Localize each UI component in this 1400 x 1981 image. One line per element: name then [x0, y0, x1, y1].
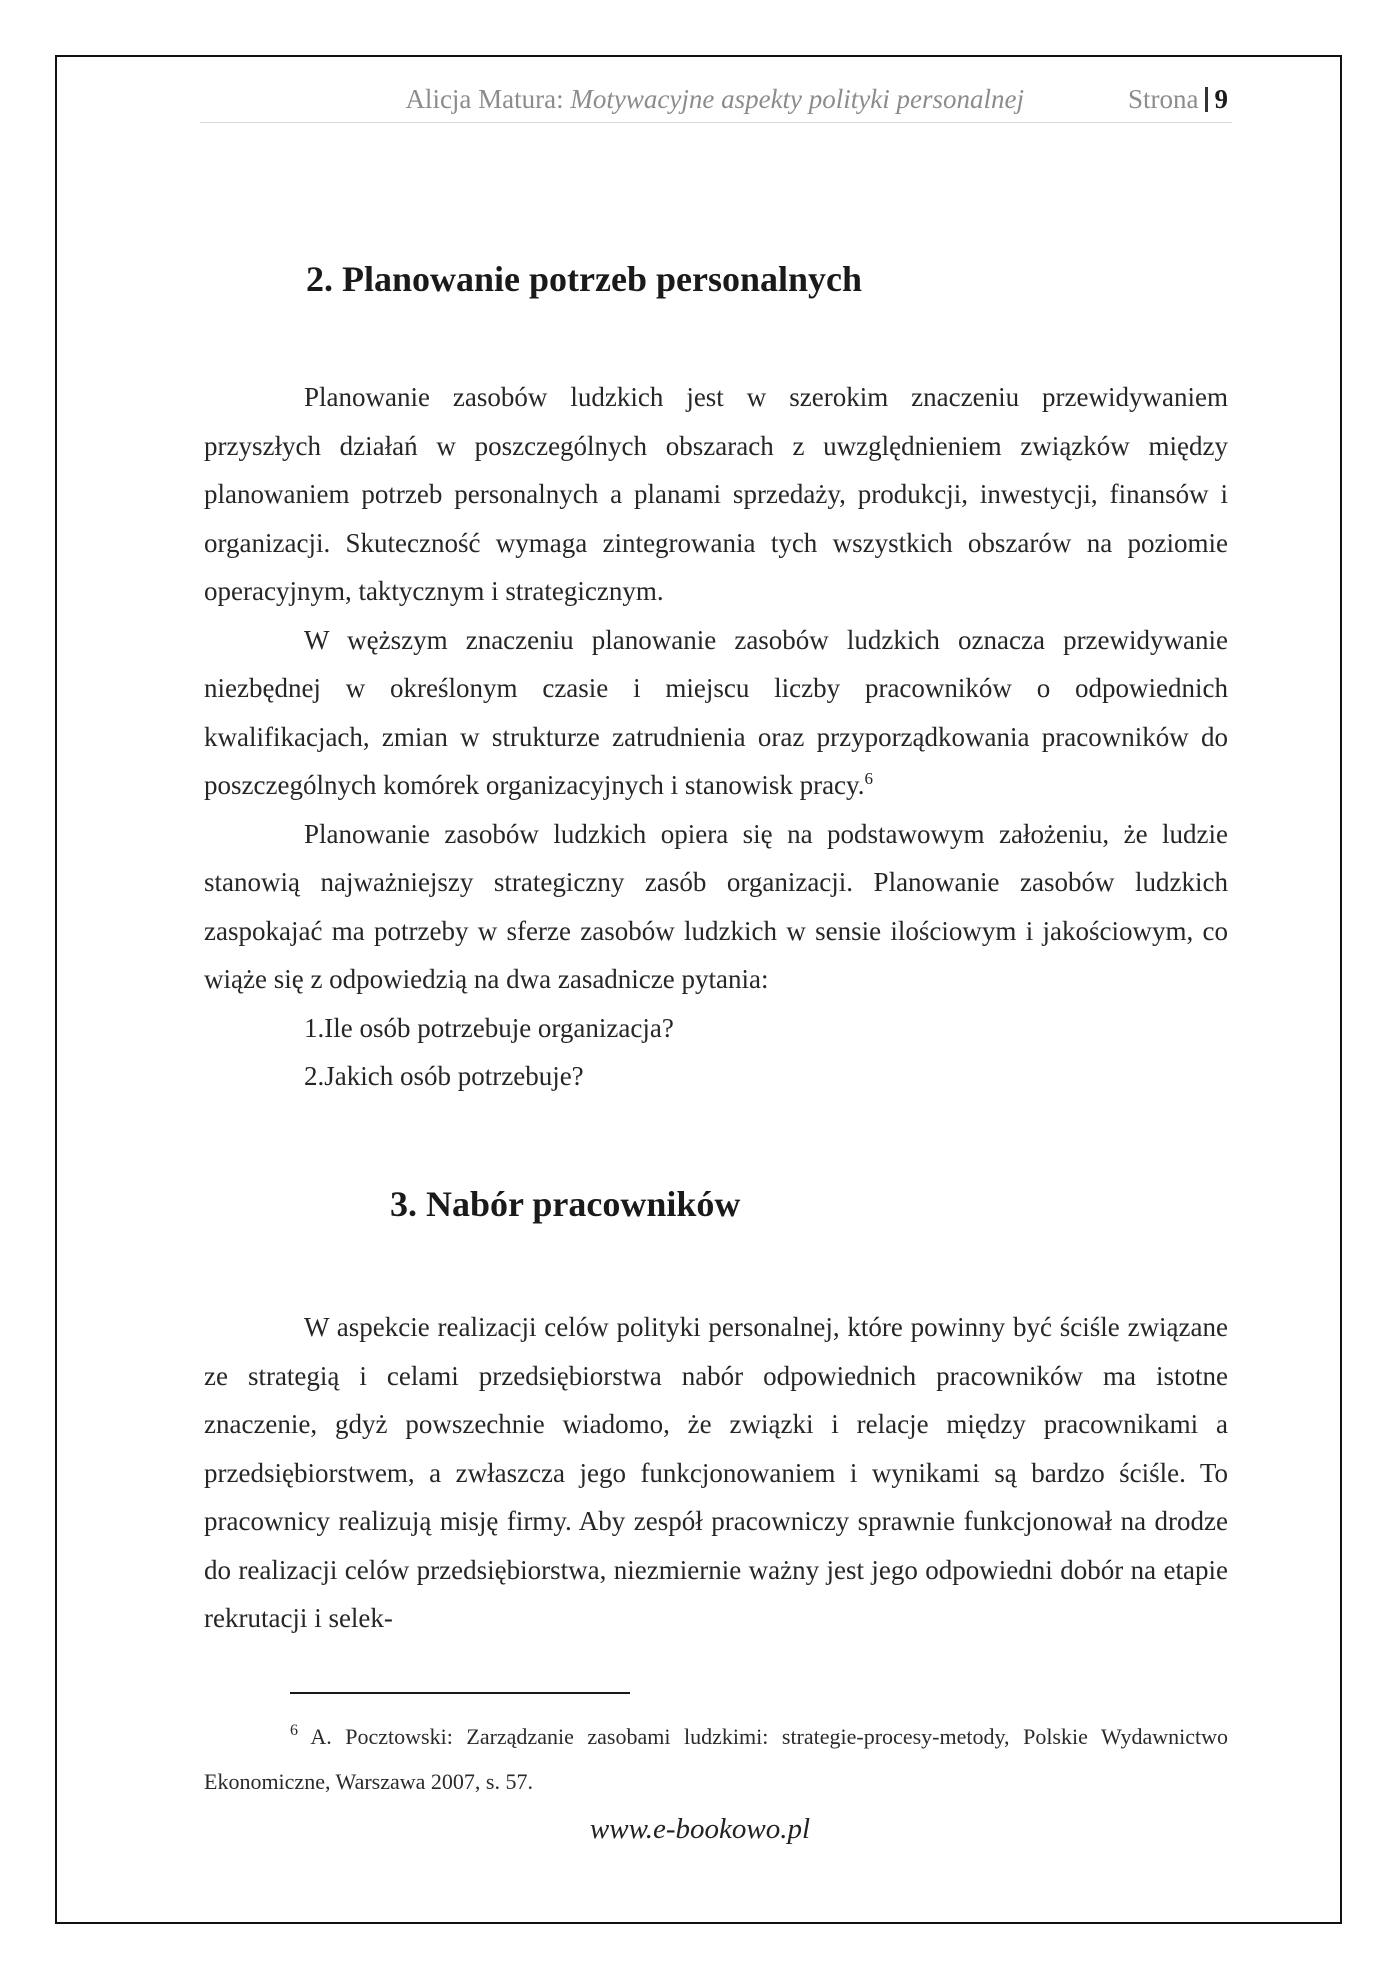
header-page-number: 9 — [1214, 84, 1228, 114]
section-body-nabor — [204, 1303, 1228, 1643]
body-paragraph: Planowanie zasobów ludzkich opiera się na podstawowym założeniu, że ludzie stanowią najważniejszy strategiczny zasób organizacji. Planowanie zasobów ludzkich zaspokajać ma potrzeby w sferze zasobów ludzkich w sensie ilościowym i jakościowym, co wiąże się z odpowiedzią na dwa zasadnicze pytania: — [204, 818, 1228, 994]
list-item: 1.Ile osób potrzebuje organizacja? — [304, 1012, 674, 1043]
list-item: 2.Jakich osób potrzebuje? — [304, 1061, 584, 1091]
header-page-label: Strona — [1128, 84, 1199, 114]
section-heading-planowanie: 2. Planowanie potrzeb personalnych — [306, 259, 863, 299]
running-header — [200, 78, 1232, 123]
header-author-title — [405, 84, 1024, 115]
body-paragraph: Planowanie zasobów ludzkich jest w szerokim znaczeniu przewidywaniem przyszłych działań w poszczególnych obszarach z uwzględnieniem związków między planowaniem potrzeb personalnych a planami sprzedaży, produkcji, inwestycji, finansów i organizacji. Skuteczność wymaga zintegrowania tych wszystkich obszarów na poziomie operacyjnym, taktycznym i strategicznym. — [204, 382, 1228, 606]
header-page-indicator — [1128, 84, 1228, 115]
footnote-separator — [290, 1692, 630, 1694]
body-paragraph: W aspekcie realizacji celów polityki personalnej, które powinny być ściśle związane ze strategią i celami przedsiębiorstwa nabór odpowiednich pracowników ma istotne znaczenie, gdyż powszechnie wiadomo, że związki i relacje między pracownikami a przedsiębiorstwem, a zwłaszcza jego funkcjonowaniem i wynikami są bardzo ściśle. To pracownicy realizują misję firmy. Aby zespół pracowniczy sprawnie funkcjonował na drodze do realizacji celów przedsiębiorstwa, niezmiernie ważny jest jego odpowiedni dobór na etapie rekrutacji i selek- — [204, 1312, 1228, 1633]
header-author: Alicja Matura: — [405, 84, 564, 114]
footnote-text: A. Pocztowski: Zarządzanie zasobami ludzkimi: strategie-procesy-metody, Polskie Wydawnictwo Ekonomiczne, Warszawa 2007, s. 57. — [204, 1724, 1228, 1794]
footnote-reference[interactable]: 6 — [864, 769, 874, 788]
body-paragraph — [204, 616, 1228, 810]
section-heading-nabor: 3. Nabór pracowników — [390, 1184, 741, 1224]
footnote-number: 6 — [290, 1722, 298, 1739]
section-body-planowanie — [204, 373, 1228, 1101]
body-paragraph-text: W węższym znaczeniu planowanie zasobów ludzkich oznacza przewidywanie niezbędnej w określonym czasie i miejscu liczby pracowników o odpowiednich kwalifikacjach, zmian w strukturze zatrudnienia oraz przyporządkowania pracowników do poszczególnych komórek organizacyjnych i stanowisk pracy. — [204, 624, 1228, 800]
header-separator — [1205, 87, 1208, 112]
header-work-title: Motywacyjne aspekty polityki personalnej — [570, 84, 1024, 114]
footnote — [204, 1714, 1228, 1804]
footer-website-link[interactable]: www.e-bookowo.pl — [589, 1813, 811, 1845]
